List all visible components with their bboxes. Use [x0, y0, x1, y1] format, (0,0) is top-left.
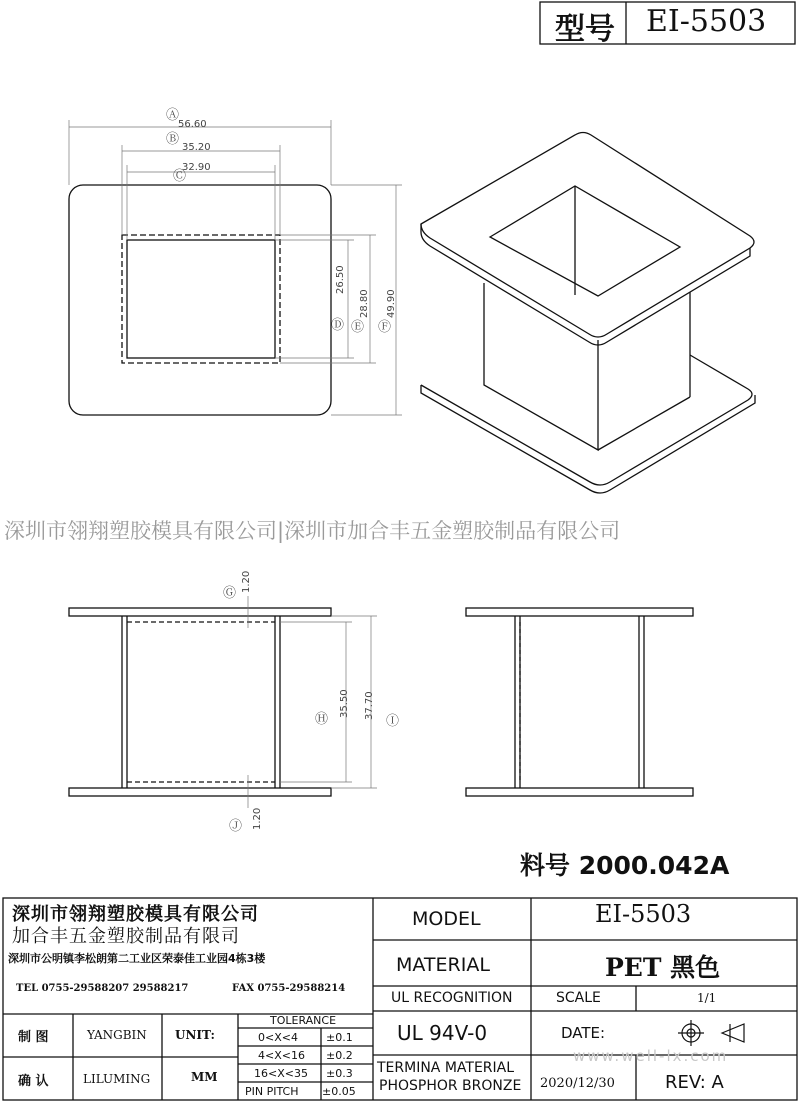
date-value: 2020/12/30 — [540, 1076, 615, 1091]
dim-j-value: 1.20 — [252, 807, 263, 830]
tolerance-value-1: ±0.1 — [326, 1031, 353, 1044]
ul-recognition-label: UL RECOGNITION — [391, 990, 513, 1006]
model-label: 型号 — [555, 12, 615, 47]
tolerance-range-2: 4<X<16 — [258, 1049, 305, 1062]
dim-b-circle: Ⓑ — [166, 132, 180, 147]
material-field-label: MATERIAL — [396, 954, 490, 976]
ul-rating: UL 94V-0 — [397, 1021, 488, 1045]
dim-e-value: 28.80 — [359, 289, 370, 318]
dim-h-circle: Ⓗ — [315, 712, 329, 727]
dim-a-circle: Ⓐ — [166, 108, 180, 123]
dim-g-circle: Ⓖ — [223, 586, 237, 601]
model-field-label: MODEL — [412, 908, 481, 930]
company-name-1: 深圳市翎翔塑胶模具有限公司 — [12, 904, 259, 925]
dim-j-circle: Ⓙ — [229, 819, 243, 834]
terminal-material-value: PHOSPHOR BRONZE — [379, 1078, 522, 1094]
checked-by: LILUMING — [83, 1072, 151, 1086]
dim-b-value: 35.20 — [182, 142, 211, 153]
part-number: 料号 2000.042A — [520, 851, 730, 880]
scale-value: 1/1 — [697, 991, 717, 1005]
dim-g-value: 1.20 — [241, 570, 252, 593]
dim-f-circle: Ⓕ — [378, 320, 392, 335]
dim-e-circle: Ⓔ — [351, 320, 365, 335]
projection-symbol — [678, 1020, 744, 1046]
tolerance-value-3: ±0.3 — [326, 1067, 353, 1080]
model-number: EI-5503 — [646, 4, 767, 39]
dim-d-value: 26.50 — [335, 265, 346, 294]
drawn-label: 制 图 — [18, 1030, 49, 1045]
isometric-view — [421, 133, 755, 494]
company-name-2: 加合丰五金塑胶制品有限司 — [12, 926, 240, 947]
tolerance-value-4: ±0.05 — [322, 1085, 356, 1098]
tolerance-title: TOLERANCE — [270, 1014, 337, 1027]
dim-a-value: 56.60 — [178, 119, 207, 130]
unit-value: MM — [191, 1070, 218, 1084]
material-field-value: PET 黑色 — [605, 953, 721, 982]
dim-h-value: 35.50 — [339, 689, 350, 718]
company-address: 深圳市公明镇李松朗第二工业区荣泰佳工业园4栋3楼 — [8, 952, 266, 965]
company-fax: FAX 0755-29588214 — [232, 983, 346, 994]
dim-i-circle: Ⓘ — [386, 714, 400, 729]
dim-d-circle: Ⓓ — [331, 318, 345, 333]
terminal-material-label: TERMINA MATERIAL — [377, 1060, 515, 1076]
scale-label: SCALE — [556, 990, 601, 1006]
dim-i-value: 37.70 — [364, 691, 375, 720]
model-field-value: EI-5503 — [595, 900, 692, 928]
front-view-right — [466, 608, 693, 796]
tolerance-range-3: 16<X<35 — [254, 1067, 308, 1080]
tolerance-value-2: ±0.2 — [326, 1049, 353, 1062]
dim-c-circle: Ⓒ — [173, 169, 187, 184]
drawn-by: YANGBIN — [87, 1028, 147, 1042]
tolerance-range-1: 0<X<4 — [258, 1031, 298, 1044]
front-view-left — [69, 596, 377, 808]
dim-f-value: 49.90 — [386, 289, 397, 318]
checked-label: 确 认 — [18, 1074, 49, 1089]
top-view-inner — [127, 240, 275, 358]
top-view-outer — [69, 185, 331, 415]
date-label: DATE: — [561, 1024, 606, 1042]
dim-c-value: 32.90 — [182, 162, 211, 173]
revision: REV: A — [665, 1072, 724, 1093]
site-watermark: www.well-lx.com — [573, 1047, 729, 1065]
company-tel: TEL 0755-29588207 29588217 — [16, 983, 189, 994]
top-view-opening — [122, 235, 280, 363]
unit-label: UNIT: — [175, 1028, 215, 1042]
watermark-text: 深圳市翎翔塑胶模具有限公司|深圳市加合丰五金塑胶制品有限公司 — [4, 519, 621, 543]
tolerance-range-4: PIN PITCH — [245, 1085, 299, 1098]
